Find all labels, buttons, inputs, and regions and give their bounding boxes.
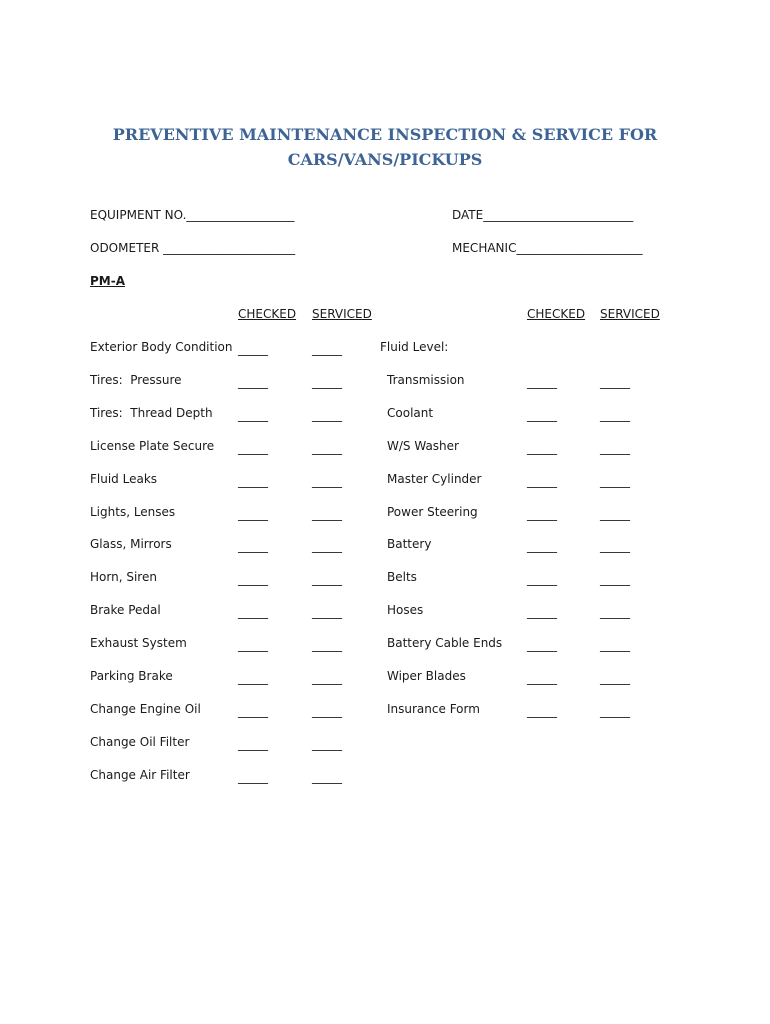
serviced-blank[interactable]: _____ <box>312 539 342 553</box>
serviced-blank[interactable]: _____ <box>312 704 342 718</box>
serviced-blank[interactable]: _____ <box>312 605 342 619</box>
serviced-blank[interactable]: _____ <box>312 770 342 784</box>
serviced-blank[interactable]: _____ <box>312 638 342 652</box>
fluid-item-label: Battery Cable Ends <box>387 636 503 650</box>
checklist-item-label: Change Air Filter <box>90 768 190 782</box>
serviced-blank[interactable]: _____ <box>600 572 630 586</box>
fluid-item-label: Power Steering <box>387 505 478 519</box>
serviced-blank[interactable]: _____ <box>312 572 342 586</box>
checked-blank[interactable]: _____ <box>238 539 268 553</box>
checked-blank[interactable]: _____ <box>527 638 557 652</box>
checked-blank[interactable]: _____ <box>527 507 557 521</box>
checked-blank[interactable]: _____ <box>238 704 268 718</box>
fluid-item-label: Battery <box>387 537 432 551</box>
checklist-item-label: Horn, Siren <box>90 570 157 584</box>
fluid-item-label: W/S Washer <box>387 439 459 453</box>
date-field[interactable]: DATE_________________________ <box>452 208 634 222</box>
checklist-item-label: Exhaust System <box>90 636 187 650</box>
checked-blank[interactable]: _____ <box>238 572 268 586</box>
checklist-item-label: Glass, Mirrors <box>90 537 172 551</box>
checklist-item-label: Brake Pedal <box>90 603 161 617</box>
checked-blank[interactable]: _____ <box>527 704 557 718</box>
serviced-blank[interactable]: _____ <box>312 671 342 685</box>
fluid-item-label: Master Cylinder <box>387 472 482 486</box>
checklist-item-label: Tires: Pressure <box>90 373 182 387</box>
serviced-blank[interactable]: _____ <box>312 507 342 521</box>
fluid-item-label: Hoses <box>387 603 424 617</box>
checked-blank[interactable]: _____ <box>238 671 268 685</box>
checked-blank[interactable]: _____ <box>527 375 557 389</box>
checked-blank[interactable]: _____ <box>238 408 268 422</box>
checked-blank[interactable]: _____ <box>238 770 268 784</box>
checked-blank[interactable]: _____ <box>238 605 268 619</box>
checklist-item-label: Exterior Body Condition <box>90 340 233 354</box>
checked-header-left: CHECKED <box>238 307 297 321</box>
checked-blank[interactable]: _____ <box>238 638 268 652</box>
serviced-blank[interactable]: _____ <box>600 408 630 422</box>
serviced-blank[interactable]: _____ <box>600 671 630 685</box>
equipment-no-field[interactable]: EQUIPMENT NO.__________________ <box>90 208 295 222</box>
fluid-item-label: Belts <box>387 570 417 584</box>
fluid-item-label: Insurance Form <box>387 702 480 716</box>
serviced-blank[interactable]: _____ <box>600 441 630 455</box>
serviced-blank[interactable]: _____ <box>600 507 630 521</box>
checklist-item-label: Lights, Lenses <box>90 505 176 519</box>
serviced-header-left: SERVICED <box>312 307 372 321</box>
checked-blank[interactable]: _____ <box>527 605 557 619</box>
checked-blank[interactable]: _____ <box>238 441 268 455</box>
serviced-blank[interactable]: _____ <box>312 737 342 751</box>
serviced-blank[interactable]: _____ <box>312 342 342 356</box>
serviced-blank[interactable]: _____ <box>600 638 630 652</box>
checked-blank[interactable]: _____ <box>238 342 268 356</box>
serviced-blank[interactable]: _____ <box>600 605 630 619</box>
checklist-item-label: Parking Brake <box>90 669 173 683</box>
checked-header-right: CHECKED <box>527 307 586 321</box>
checklist-item-label: Change Oil Filter <box>90 735 190 749</box>
checked-blank[interactable]: _____ <box>238 737 268 751</box>
serviced-blank[interactable]: _____ <box>312 408 342 422</box>
form-title-line-1: PREVENTIVE MAINTENANCE INSPECTION & SERVICE FOR <box>112 125 658 144</box>
serviced-blank[interactable]: _____ <box>312 474 342 488</box>
checklist-item-label: Tires: Thread Depth <box>90 406 213 420</box>
serviced-header-right: SERVICED <box>600 307 660 321</box>
checked-blank[interactable]: _____ <box>527 539 557 553</box>
serviced-blank[interactable]: _____ <box>600 474 630 488</box>
section-heading: PM-A <box>90 274 126 288</box>
fluid-item-label: Coolant <box>387 406 434 420</box>
form-title-line-2: CARS/VANS/PICKUPS <box>287 150 483 169</box>
checked-blank[interactable]: _____ <box>238 474 268 488</box>
checked-blank[interactable]: _____ <box>527 474 557 488</box>
serviced-blank[interactable]: _____ <box>600 539 630 553</box>
mechanic-field[interactable]: MECHANIC_____________________ <box>452 241 643 255</box>
checklist-item-label: Fluid Leaks <box>90 472 158 486</box>
serviced-blank[interactable]: _____ <box>600 704 630 718</box>
fluid-level-label: Fluid Level: <box>380 340 449 354</box>
fluid-item-label: Transmission <box>387 373 465 387</box>
checklist-item-label: License Plate Secure <box>90 439 215 453</box>
odometer-field[interactable]: ODOMETER ______________________ <box>90 241 296 255</box>
checked-blank[interactable]: _____ <box>527 671 557 685</box>
serviced-blank[interactable]: _____ <box>312 375 342 389</box>
checked-blank[interactable]: _____ <box>527 572 557 586</box>
serviced-blank[interactable]: _____ <box>312 441 342 455</box>
checked-blank[interactable]: _____ <box>238 507 268 521</box>
checklist-item-label: Change Engine Oil <box>90 702 201 716</box>
checked-blank[interactable]: _____ <box>238 375 268 389</box>
serviced-blank[interactable]: _____ <box>600 375 630 389</box>
checked-blank[interactable]: _____ <box>527 441 557 455</box>
checked-blank[interactable]: _____ <box>527 408 557 422</box>
fluid-item-label: Wiper Blades <box>387 669 466 683</box>
